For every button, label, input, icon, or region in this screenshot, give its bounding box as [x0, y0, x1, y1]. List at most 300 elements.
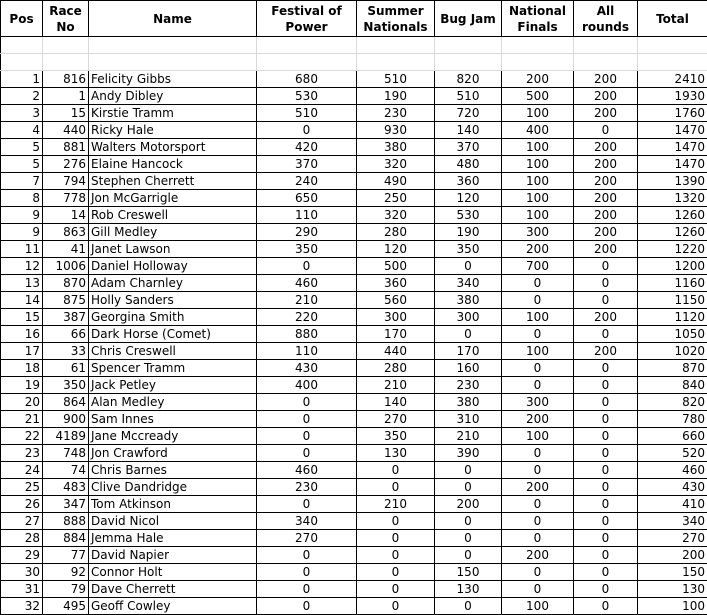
header-race-no: Race No	[43, 1, 89, 37]
header-row	[1, 1, 707, 37]
cell-summer-nationals: 0	[357, 598, 435, 615]
cell-festival-of-power: 880	[257, 326, 357, 343]
cell-race-no: 881	[43, 139, 89, 156]
table-row	[1, 105, 707, 122]
cell-pos: 30	[1, 564, 43, 581]
cell-all-rounds: 200	[574, 156, 638, 173]
cell-all-rounds: 200	[574, 343, 638, 360]
cell-festival-of-power: 0	[257, 496, 357, 513]
cell-summer-nationals: 320	[357, 156, 435, 173]
cell-total: 1320	[638, 190, 707, 207]
cell-race-no: 276	[43, 156, 89, 173]
table-row	[1, 139, 707, 156]
cell-festival-of-power: 210	[257, 292, 357, 309]
cell-name: Adam Charnley	[89, 275, 257, 292]
cell-summer-nationals: 490	[357, 173, 435, 190]
cell-bug-jam: 0	[435, 530, 502, 547]
cell-total: 410	[638, 496, 707, 513]
cell-bug-jam: 0	[435, 513, 502, 530]
table-row	[1, 258, 707, 275]
table-body	[1, 37, 707, 615]
cell-bug-jam: 0	[435, 479, 502, 496]
cell-pos: 5	[1, 156, 43, 173]
cell-bug-jam: 390	[435, 445, 502, 462]
cell-pos: 18	[1, 360, 43, 377]
cell-all-rounds: 0	[574, 377, 638, 394]
cell-race-no: 884	[43, 530, 89, 547]
cell-name: Jemma Hale	[89, 530, 257, 547]
cell-pos: 19	[1, 377, 43, 394]
cell-all-rounds: 0	[574, 547, 638, 564]
cell-summer-nationals: 230	[357, 105, 435, 122]
cell-festival-of-power: 0	[257, 122, 357, 139]
cell-all-rounds: 200	[574, 190, 638, 207]
cell-national-finals: 0	[502, 581, 574, 598]
cell-festival-of-power: 430	[257, 360, 357, 377]
table-row	[1, 360, 707, 377]
cell-pos: 1	[1, 71, 43, 88]
table-row	[1, 394, 707, 411]
cell-summer-nationals: 0	[357, 581, 435, 598]
cell-name: Geoff Cowley	[89, 598, 257, 615]
cell-all-rounds: 200	[574, 88, 638, 105]
spacer-cell	[257, 37, 357, 54]
cell-all-rounds: 0	[574, 564, 638, 581]
cell-summer-nationals: 280	[357, 224, 435, 241]
cell-bug-jam: 140	[435, 122, 502, 139]
table-row	[1, 343, 707, 360]
cell-festival-of-power: 270	[257, 530, 357, 547]
cell-summer-nationals: 210	[357, 496, 435, 513]
cell-total: 200	[638, 547, 707, 564]
cell-name: Kirstie Tramm	[89, 105, 257, 122]
table-row	[1, 496, 707, 513]
header-all-rounds: All rounds	[574, 1, 638, 37]
cell-summer-nationals: 380	[357, 139, 435, 156]
cell-national-finals: 100	[502, 173, 574, 190]
cell-festival-of-power: 110	[257, 207, 357, 224]
cell-pos: 13	[1, 275, 43, 292]
table-row	[1, 547, 707, 564]
cell-race-no: 870	[43, 275, 89, 292]
cell-bug-jam: 720	[435, 105, 502, 122]
cell-national-finals: 100	[502, 598, 574, 615]
cell-all-rounds: 0	[574, 496, 638, 513]
cell-name: Rob Creswell	[89, 207, 257, 224]
cell-race-no: 495	[43, 598, 89, 615]
cell-summer-nationals: 270	[357, 411, 435, 428]
cell-festival-of-power: 230	[257, 479, 357, 496]
spacer-cell	[1, 54, 43, 71]
cell-festival-of-power: 290	[257, 224, 357, 241]
cell-national-finals: 500	[502, 88, 574, 105]
cell-total: 1150	[638, 292, 707, 309]
table-row	[1, 88, 707, 105]
cell-national-finals: 400	[502, 122, 574, 139]
cell-festival-of-power: 0	[257, 598, 357, 615]
cell-race-no: 33	[43, 343, 89, 360]
cell-festival-of-power: 420	[257, 139, 357, 156]
cell-total: 1390	[638, 173, 707, 190]
cell-name: Jane Mccready	[89, 428, 257, 445]
cell-pos: 9	[1, 207, 43, 224]
cell-national-finals: 0	[502, 530, 574, 547]
cell-pos: 14	[1, 292, 43, 309]
table-row	[1, 207, 707, 224]
spacer-cell	[638, 54, 707, 71]
cell-summer-nationals: 130	[357, 445, 435, 462]
cell-pos: 2	[1, 88, 43, 105]
cell-national-finals: 700	[502, 258, 574, 275]
cell-all-rounds: 0	[574, 428, 638, 445]
cell-total: 1160	[638, 275, 707, 292]
cell-national-finals: 100	[502, 156, 574, 173]
cell-summer-nationals: 0	[357, 564, 435, 581]
cell-all-rounds: 0	[574, 360, 638, 377]
cell-race-no: 864	[43, 394, 89, 411]
cell-summer-nationals: 0	[357, 547, 435, 564]
cell-total: 1260	[638, 224, 707, 241]
cell-bug-jam: 530	[435, 207, 502, 224]
cell-race-no: 66	[43, 326, 89, 343]
cell-pos: 21	[1, 411, 43, 428]
cell-race-no: 350	[43, 377, 89, 394]
cell-national-finals: 100	[502, 309, 574, 326]
table-row	[1, 173, 707, 190]
spacer-cell	[89, 54, 257, 71]
cell-race-no: 79	[43, 581, 89, 598]
cell-name: Sam Innes	[89, 411, 257, 428]
cell-bug-jam: 160	[435, 360, 502, 377]
cell-all-rounds: 0	[574, 479, 638, 496]
cell-summer-nationals: 0	[357, 513, 435, 530]
cell-name: Gill Medley	[89, 224, 257, 241]
table-row	[1, 530, 707, 547]
cell-pos: 7	[1, 173, 43, 190]
cell-festival-of-power: 0	[257, 258, 357, 275]
header-national-finals: National Finals	[502, 1, 574, 37]
table-row	[1, 564, 707, 581]
cell-pos: 11	[1, 241, 43, 258]
cell-national-finals: 100	[502, 190, 574, 207]
cell-summer-nationals: 350	[357, 428, 435, 445]
cell-festival-of-power: 0	[257, 411, 357, 428]
cell-bug-jam: 190	[435, 224, 502, 241]
cell-total: 460	[638, 462, 707, 479]
cell-total: 660	[638, 428, 707, 445]
cell-bug-jam: 230	[435, 377, 502, 394]
cell-pos: 31	[1, 581, 43, 598]
cell-all-rounds: 0	[574, 275, 638, 292]
cell-name: Janet Lawson	[89, 241, 257, 258]
cell-bug-jam: 0	[435, 326, 502, 343]
cell-summer-nationals: 320	[357, 207, 435, 224]
cell-name: Jack Petley	[89, 377, 257, 394]
cell-bug-jam: 0	[435, 547, 502, 564]
cell-bug-jam: 200	[435, 496, 502, 513]
header-name: Name	[89, 1, 257, 37]
cell-all-rounds: 0	[574, 445, 638, 462]
header-total: Total	[638, 1, 707, 37]
table-row	[1, 462, 707, 479]
table-row	[1, 377, 707, 394]
cell-total: 780	[638, 411, 707, 428]
cell-all-rounds: 0	[574, 394, 638, 411]
cell-festival-of-power: 460	[257, 275, 357, 292]
cell-race-no: 4189	[43, 428, 89, 445]
cell-all-rounds: 200	[574, 207, 638, 224]
cell-bug-jam: 170	[435, 343, 502, 360]
cell-name: Holly Sanders	[89, 292, 257, 309]
cell-race-no: 92	[43, 564, 89, 581]
spacer-cell	[574, 37, 638, 54]
cell-summer-nationals: 360	[357, 275, 435, 292]
cell-total: 1220	[638, 241, 707, 258]
cell-total: 520	[638, 445, 707, 462]
cell-festival-of-power: 0	[257, 547, 357, 564]
cell-pos: 9	[1, 224, 43, 241]
cell-bug-jam: 0	[435, 258, 502, 275]
spacer-cell	[502, 54, 574, 71]
cell-total: 100	[638, 598, 707, 615]
cell-name: Dark Horse (Comet)	[89, 326, 257, 343]
cell-name: Chris Creswell	[89, 343, 257, 360]
table-row	[1, 190, 707, 207]
cell-race-no: 816	[43, 71, 89, 88]
table-row	[1, 581, 707, 598]
spacer-cell	[638, 37, 707, 54]
cell-summer-nationals: 190	[357, 88, 435, 105]
cell-race-no: 875	[43, 292, 89, 309]
cell-race-no: 347	[43, 496, 89, 513]
table-row	[1, 241, 707, 258]
cell-national-finals: 0	[502, 513, 574, 530]
cell-name: David Nicol	[89, 513, 257, 530]
spacer-cell	[435, 37, 502, 54]
header-bug-jam: Bug Jam	[435, 1, 502, 37]
spacer-row	[1, 54, 707, 71]
cell-festival-of-power: 650	[257, 190, 357, 207]
cell-name: Andy Dibley	[89, 88, 257, 105]
table-row	[1, 479, 707, 496]
cell-all-rounds: 0	[574, 513, 638, 530]
cell-total: 130	[638, 581, 707, 598]
cell-pos: 32	[1, 598, 43, 615]
spacer-cell	[435, 54, 502, 71]
cell-bug-jam: 480	[435, 156, 502, 173]
table-row	[1, 428, 707, 445]
cell-race-no: 77	[43, 547, 89, 564]
cell-bug-jam: 120	[435, 190, 502, 207]
cell-pos: 15	[1, 309, 43, 326]
cell-national-finals: 0	[502, 564, 574, 581]
cell-all-rounds: 0	[574, 326, 638, 343]
cell-summer-nationals: 0	[357, 462, 435, 479]
cell-race-no: 748	[43, 445, 89, 462]
cell-all-rounds: 0	[574, 122, 638, 139]
cell-national-finals: 0	[502, 326, 574, 343]
cell-pos: 12	[1, 258, 43, 275]
cell-bug-jam: 820	[435, 71, 502, 88]
cell-festival-of-power: 0	[257, 564, 357, 581]
cell-festival-of-power: 460	[257, 462, 357, 479]
cell-race-no: 440	[43, 122, 89, 139]
cell-all-rounds: 0	[574, 258, 638, 275]
cell-festival-of-power: 680	[257, 71, 357, 88]
cell-race-no: 888	[43, 513, 89, 530]
spacer-cell	[257, 54, 357, 71]
cell-race-no: 14	[43, 207, 89, 224]
cell-pos: 20	[1, 394, 43, 411]
cell-total: 430	[638, 479, 707, 496]
cell-national-finals: 100	[502, 428, 574, 445]
cell-summer-nationals: 210	[357, 377, 435, 394]
cell-pos: 27	[1, 513, 43, 530]
cell-name: Ricky Hale	[89, 122, 257, 139]
cell-summer-nationals: 170	[357, 326, 435, 343]
cell-total: 820	[638, 394, 707, 411]
cell-pos: 16	[1, 326, 43, 343]
table-row	[1, 224, 707, 241]
cell-total: 340	[638, 513, 707, 530]
cell-bug-jam: 350	[435, 241, 502, 258]
cell-national-finals: 100	[502, 343, 574, 360]
cell-total: 2410	[638, 71, 707, 88]
cell-national-finals: 0	[502, 496, 574, 513]
cell-race-no: 1	[43, 88, 89, 105]
cell-pos: 28	[1, 530, 43, 547]
cell-name: Georgina Smith	[89, 309, 257, 326]
cell-bug-jam: 0	[435, 462, 502, 479]
cell-all-rounds: 0	[574, 411, 638, 428]
cell-name: Daniel Holloway	[89, 258, 257, 275]
cell-all-rounds: 200	[574, 224, 638, 241]
cell-total: 1120	[638, 309, 707, 326]
cell-name: Clive Dandridge	[89, 479, 257, 496]
cell-all-rounds: 0	[574, 530, 638, 547]
cell-summer-nationals: 250	[357, 190, 435, 207]
cell-total: 270	[638, 530, 707, 547]
table-row	[1, 309, 707, 326]
cell-total: 150	[638, 564, 707, 581]
cell-race-no: 900	[43, 411, 89, 428]
cell-all-rounds: 0	[574, 581, 638, 598]
cell-race-no: 483	[43, 479, 89, 496]
cell-pos: 24	[1, 462, 43, 479]
cell-race-no: 794	[43, 173, 89, 190]
cell-name: Felicity Gibbs	[89, 71, 257, 88]
cell-summer-nationals: 280	[357, 360, 435, 377]
cell-all-rounds: 200	[574, 105, 638, 122]
cell-national-finals: 200	[502, 411, 574, 428]
cell-pos: 23	[1, 445, 43, 462]
spacer-cell	[574, 54, 638, 71]
cell-race-no: 61	[43, 360, 89, 377]
cell-all-rounds: 0	[574, 292, 638, 309]
table-row	[1, 326, 707, 343]
cell-race-no: 778	[43, 190, 89, 207]
cell-national-finals: 200	[502, 71, 574, 88]
cell-national-finals: 100	[502, 105, 574, 122]
cell-national-finals: 0	[502, 462, 574, 479]
cell-pos: 8	[1, 190, 43, 207]
cell-national-finals: 200	[502, 547, 574, 564]
spacer-cell	[43, 54, 89, 71]
table-row	[1, 292, 707, 309]
spacer-cell	[89, 37, 257, 54]
cell-bug-jam: 340	[435, 275, 502, 292]
cell-bug-jam: 130	[435, 581, 502, 598]
cell-national-finals: 200	[502, 241, 574, 258]
cell-total: 1260	[638, 207, 707, 224]
cell-summer-nationals: 500	[357, 258, 435, 275]
cell-summer-nationals: 120	[357, 241, 435, 258]
cell-bug-jam: 510	[435, 88, 502, 105]
table-row	[1, 513, 707, 530]
cell-national-finals: 300	[502, 224, 574, 241]
cell-national-finals: 200	[502, 479, 574, 496]
cell-festival-of-power: 0	[257, 445, 357, 462]
cell-name: Chris Barnes	[89, 462, 257, 479]
cell-total: 1200	[638, 258, 707, 275]
cell-bug-jam: 0	[435, 598, 502, 615]
cell-festival-of-power: 370	[257, 156, 357, 173]
cell-festival-of-power: 110	[257, 343, 357, 360]
cell-all-rounds: 200	[574, 173, 638, 190]
cell-name: Tom Atkinson	[89, 496, 257, 513]
cell-name: Connor Holt	[89, 564, 257, 581]
cell-national-finals: 0	[502, 275, 574, 292]
cell-all-rounds: 200	[574, 241, 638, 258]
cell-race-no: 387	[43, 309, 89, 326]
cell-name: Walters Motorsport	[89, 139, 257, 156]
cell-total: 1470	[638, 139, 707, 156]
cell-national-finals: 0	[502, 360, 574, 377]
cell-festival-of-power: 400	[257, 377, 357, 394]
cell-festival-of-power: 240	[257, 173, 357, 190]
cell-race-no: 74	[43, 462, 89, 479]
cell-summer-nationals: 0	[357, 479, 435, 496]
cell-national-finals: 100	[502, 139, 574, 156]
cell-total: 1930	[638, 88, 707, 105]
cell-bug-jam: 210	[435, 428, 502, 445]
cell-total: 840	[638, 377, 707, 394]
cell-national-finals: 300	[502, 394, 574, 411]
cell-pos: 26	[1, 496, 43, 513]
cell-total: 1020	[638, 343, 707, 360]
spacer-cell	[357, 37, 435, 54]
cell-festival-of-power: 0	[257, 581, 357, 598]
cell-festival-of-power: 220	[257, 309, 357, 326]
cell-race-no: 1006	[43, 258, 89, 275]
cell-pos: 17	[1, 343, 43, 360]
cell-total: 1470	[638, 122, 707, 139]
cell-name: David Napier	[89, 547, 257, 564]
cell-national-finals: 0	[502, 445, 574, 462]
table-row	[1, 71, 707, 88]
cell-name: Jon Crawford	[89, 445, 257, 462]
cell-name: Spencer Tramm	[89, 360, 257, 377]
cell-summer-nationals: 510	[357, 71, 435, 88]
cell-summer-nationals: 560	[357, 292, 435, 309]
cell-festival-of-power: 510	[257, 105, 357, 122]
table-row	[1, 598, 707, 615]
cell-festival-of-power: 350	[257, 241, 357, 258]
cell-name: Elaine Hancock	[89, 156, 257, 173]
cell-name: Jon McGarrigle	[89, 190, 257, 207]
cell-summer-nationals: 300	[357, 309, 435, 326]
spacer-cell	[1, 37, 43, 54]
